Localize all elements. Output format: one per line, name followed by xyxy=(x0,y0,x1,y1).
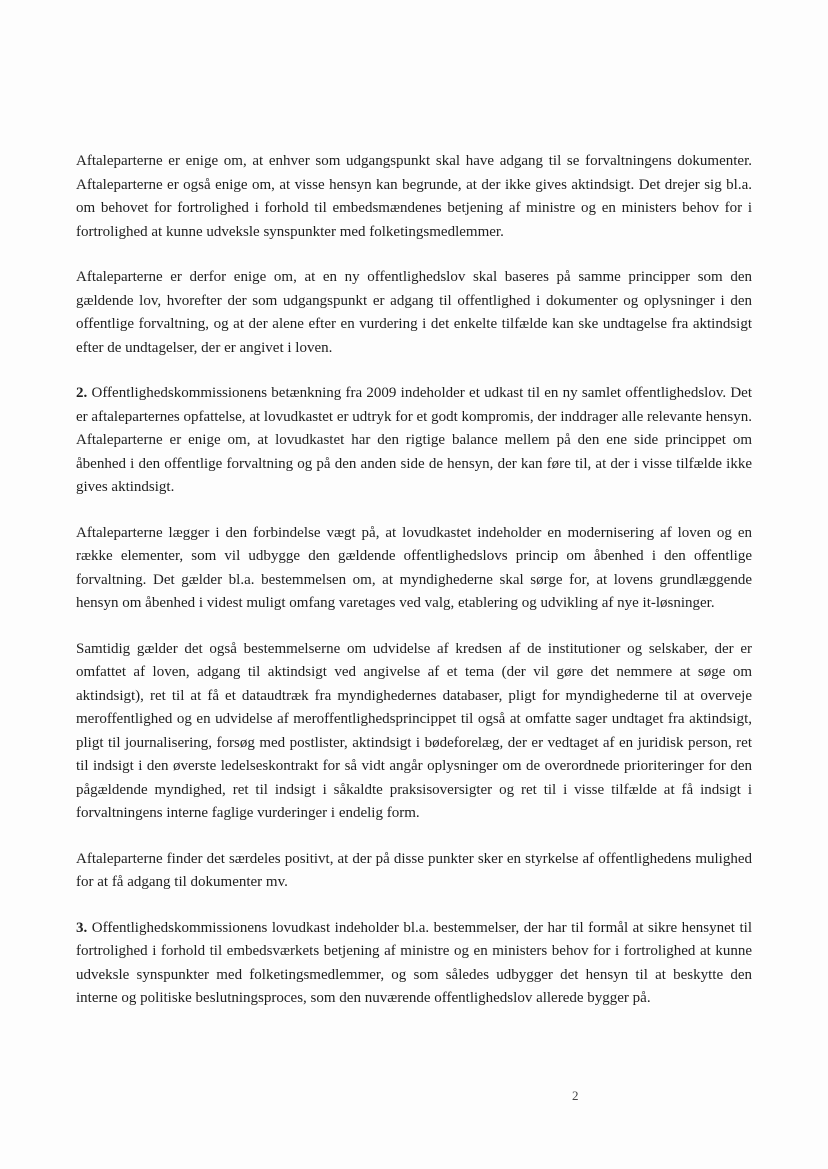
paragraph xyxy=(76,638,752,826)
paragraph-text: Aftaleparterne er derfor enige om, at en ny offentlighedslov skal baseres på samme principper som den gældende lov, hvorefter der som udgangspunkt er adgang til offentlighed i dokumenter og oplysninger i den offentlige forvaltning, og at der alene efter en vurdering i det enkelte tilfælde kan ske undtagelse fra aktindsigt efter de undtagelser, der er angivet i loven. xyxy=(76,269,752,356)
paragraph xyxy=(76,917,752,1011)
page-number: 2 xyxy=(572,1088,579,1103)
section-number: 3. xyxy=(76,919,88,936)
section-number: 2. xyxy=(76,385,88,401)
document-body xyxy=(76,150,752,1033)
paragraph xyxy=(76,266,752,360)
paragraph-text: Offentlighedskommissionens betænkning fra 2009 indeholder et udkast til en ny samlet offentlighedslov. Det er aftaleparternes opfattelse, at lovudkastet er udtryk for et godt kompromis, der inddrager alle relevante hensyn. Aftaleparterne er enige om, at lovudkastet har den rigtige balance mellem på den ene side princippet om åbenhed i den offentlige forvaltning og på den anden side de hensyn, der kan føre til, at der i visse tilfælde ikke gives aktindsigt. xyxy=(76,385,753,495)
paragraph xyxy=(76,150,752,244)
paragraph-text: Aftaleparterne lægger i den forbindelse vægt på, at lovudkastet indeholder en modernisering af loven og en række elementer, som vil udbygge den gældende offentlighedslovs princip om åbenhed i den offentlige forvaltning. Det gælder bl.a. bestemmelsen om, at myndighederne skal sørge for, at lovens grundlæggende hensyn om åbenhed i videst muligt omfang varetages ved valg, etablering og udvikling af nye it-løsninger. xyxy=(76,524,752,611)
paragraph-text: Samtidig gælder det også bestemmelserne om udvidelse af kredsen af de institutioner og selskaber, der er omfattet af loven, adgang til aktindsigt ved angivelse af et tema (der vil gøre det nemmere at søge om aktindsigt), ret til at få et dataudtræk fra myndighedernes databaser, pligt for myndighederne til at overveje meroffentlighed og en udvidelse af meroffentlighedsprincippet til også at omfatte sager undtaget fra aktindsigt, pligt til journalisering, forsøg med postlister, aktindsigt i bødeforelæg, der er vedtaget af en juridisk person, ret til indsigt i den øverste ledelseskontrakt for så vidt angår oplysninger om de overordnede prioriteringer for den pågældende myndighed, ret til indsigt i såkaldte praksisoversigter og ret til i visse tilfælde at få indsigt i forvaltningens interne faglige vurderinger i endelig form. xyxy=(76,640,752,821)
paragraph xyxy=(76,382,752,500)
paragraph-text: Offentlighedskommissionens lovudkast indeholder bl.a. bestemmelser, der har til formål at sikre hensynet til fortrolighed i forhold til embedsværkets betjening af ministre og en ministers behov for i fortrolighed at kunne udveksle synspunkter med folketingsmedlemmer, og som således udbygger det hensyn til at beskytte den interne og politiske beslutningsproces, som den nuværende offentlighedslov allerede bygger på. xyxy=(76,919,752,1006)
paragraph-text: Aftaleparterne er enige om, at enhver som udgangspunkt skal have adgang til se forvaltningens dokumenter. Aftaleparterne er også enige om, at visse hensyn kan begrunde, at der ikke gives aktindsigt. Det drejer sig bl.a. om behovet for fortrolighed i forhold til embedsmændenes betjening af ministre og en ministers behov for i fortrolighed at kunne udveksle synspunkter med folketingsmedlemmer. xyxy=(76,153,752,240)
paragraph xyxy=(76,848,752,895)
paragraph-text: Aftaleparterne finder det særdeles positivt, at der på disse punkter sker en styrkelse af offentlighedens mulighed for at få adgang til dokumenter mv. xyxy=(76,850,752,890)
paragraph xyxy=(76,522,752,616)
